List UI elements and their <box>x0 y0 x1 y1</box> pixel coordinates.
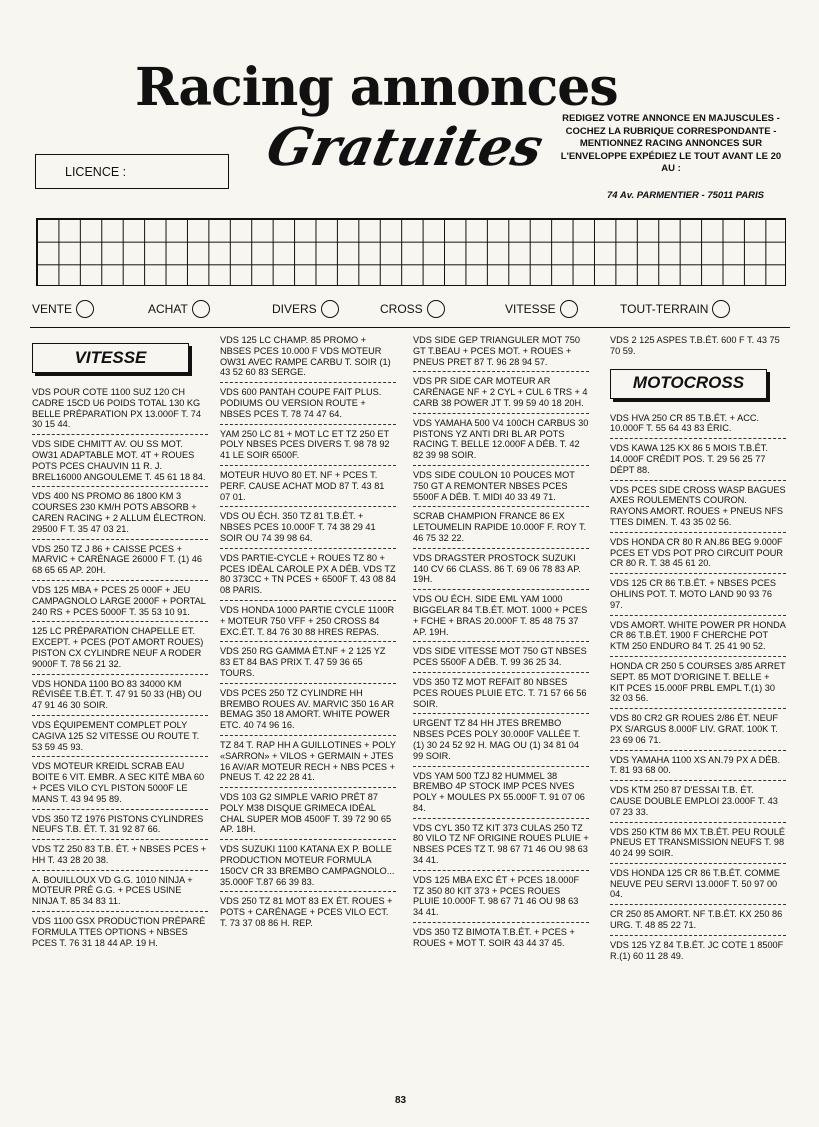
classified-ad: VDS 125 YZ 84 T.B.ÉT. JC COTE 1 8500F R.(1) 60 11 28 49. <box>610 939 784 961</box>
classified-ad: VDS 80 CR2 GR ROUES 2/86 ÉT. NEUF PX S/ARGUS 8.000F LIV. GRAT. 100K T. 23 69 06 71. <box>610 713 786 750</box>
classified-ad: VDS HONDA CR 80 R AN.86 BEG 9.000F PCES ET VDS POT PRO CIRCUIT POUR CR 80 R. T. 38 45 61 20. <box>610 537 786 574</box>
rubric-achat[interactable] <box>148 300 210 318</box>
classified-ad: VDS SUZUKI 1100 KATANA EX P. BOLLE PRODUCTION MOTEUR FORMULA 150CV CR 33 BREMBO CAMPAGNOLO... 35.000F T.87 66 39 83. <box>220 844 396 892</box>
ad-list <box>413 335 589 953</box>
ad-list <box>610 335 786 361</box>
classified-ad: VDS DRAGSTER PROSTOCK SUZUKI 140 CV 66 CLASS. 86 T. 69 06 78 83 AP. 19H. <box>413 553 589 590</box>
classified-ad: VDS HVA 250 CR 85 T.B.ÉT. + ACC. 10.000F T. 55 64 43 83 ÉRIC. <box>610 413 786 440</box>
classified-ad: VDS 250 KTM 86 MX T.B.ÉT. PEU ROULÉ PNEUS ET TRANSMISSION NEUFS T. 98 40 24 99 SOIR. <box>610 827 786 864</box>
classified-ad: VDS PARTIE-CYCLE + ROUES TZ 80 + PCES IDÉAL CAROLE PX A DÉB. VDS TZ 80 373CC + TN PCES + 6500F T. 43 08 84 08 PARIS. <box>220 553 396 601</box>
classified-ad: VDS 350 TZ BIMOTA T.B.ÉT. + PCES + ROUES + MOT T. SOIR 43 44 37 45. <box>413 927 575 948</box>
rubric-label: VITESSE <box>505 302 556 316</box>
mailing-address: 74 Av. PARMENTIER - 75011 PARIS <box>607 190 764 201</box>
page-title: Racing annonces <box>135 57 618 118</box>
ad-list <box>610 413 786 966</box>
classified-ad: VDS 125 CR 86 T.B.ÉT. + NBSES PCES OHLINS POT. T. MOTO LAND 90 93 76 97. <box>610 578 786 615</box>
column-1 <box>32 335 208 956</box>
classified-ad: VDS 350 TZ MOT REFAIT 80 NBSES PCES ROUES PLUIE ETC. T. 71 57 66 56 SOIR. <box>413 677 589 714</box>
classified-ad: VDS HONDA 125 CR 86 T.B.ÉT. COMME NEUVE PEU SERVI 13.000F T. 50 97 00 04. <box>610 868 786 905</box>
classified-ad: YAM 250 LC 81 + MOT LC ET TZ 250 ET POLY NBSES PCES DIVERS T. 98 78 92 41 LE SOIR 6500F. <box>220 429 396 466</box>
ad-list <box>220 335 396 933</box>
rubric-label: VENTE <box>32 302 73 316</box>
classified-ad: VDS YAMAHA 1100 XS AN.79 PX A DÉB. T. 81 93 68 00. <box>610 755 786 782</box>
classified-ad: HONDA CR 250 5 COURSES 3/85 ARRET SEPT. 85 MOT D'ORIGINE T. BELLE + KIT PCES 15.000F PRBL EMPL T.(1) 30 32 03 56. <box>610 661 786 709</box>
rubric-label: DIVERS <box>272 302 317 316</box>
instructions-text: REDIGEZ VOTRE ANNONCE EN MAJUSCULES - COCHEZ LA RUBRIQUE CORRESPONDANTE - MENTIONNEZ RACING ANNONCES SUR L'ENVELOPPE EXPÉDIEZ LE TOUT AVANT LE 20 AU : <box>560 113 782 174</box>
rubric-label: CROSS <box>380 302 423 316</box>
classified-ad: TZ 84 T. RAP HH A GUILLOTINES + POLY «SARRON» + VILOS + GERMAIN + JTES 16 AV/AR MOTEUR RECH + NBS PCES + PNEUS T. 42 22 28 41. <box>220 740 396 788</box>
divider <box>30 327 790 328</box>
rubric-checkbox-icon[interactable] <box>712 300 730 318</box>
classified-ad: VDS MOTEUR KREIDL SCRAB EAU BOITE 6 VIT. EMBR. A SEC KITÉ MBA 60 + PCES VILO CYL PISTON 5000F LE MANS T. 43 94 95 89. <box>32 761 208 809</box>
rubric-label: ACHAT <box>148 302 188 316</box>
classified-ad: VDS 125 LC CHAMP. 85 PROMO + NBSES PCES 10.000 F VDS MOTEUR OW31 AVEC RAMPE CARBU T. SOIR (1) 43 52 60 83 SERGE. <box>220 335 396 383</box>
classified-ad: 125 LC PRÉPARATION CHAPELLE ET. EXCEPT. + PCES (POT AMORT ROUES) PISTON CX CYLINDRE NEUF A RODER 9000F T. 78 56 21 32. <box>32 626 208 674</box>
page-number: 83 <box>395 1095 407 1106</box>
classified-ad: VDS SIDE VITESSE MOT 750 GT NBSES PCES 5500F A DÉB. T. 99 36 25 34. <box>413 646 589 673</box>
classified-ad: URGENT TZ 84 HH JTES BREMBO NBSES PCES POLY 30.000F VALLÉE T.(1) 30 24 52 92 H. MAG OU (1) 34 81 04 99 SOIR. <box>413 718 589 766</box>
rubric-vitesse[interactable] <box>505 300 578 318</box>
classified-ad: VDS HONDA 1100 BO 83 34000 KM RÉVISÉE T.B.ÉT. T. 47 91 50 33 (HB) OU 47 91 46 30 SOIR. <box>32 679 208 716</box>
rubric-divers[interactable] <box>272 300 339 318</box>
classified-ad: VDS PCES 250 TZ CYLINDRE HH BREMBO ROUES AV. MARVIC 350 16 AR BEMAG 350 18 AMORT. WHITE POWER ETC. 40 74 96 16. <box>220 688 396 736</box>
classified-ad: VDS HONDA 1000 PARTIE CYCLE 1100R + MOTEUR 750 VFF + 250 CROSS 84 EXC.ÉT. T. 84 76 30 88 HRES REPAS. <box>220 605 396 642</box>
licence-field[interactable] <box>35 154 229 189</box>
classified-ad: VDS OU ÉCH. 350 TZ 81 T.B.ÉT. + NBSES PCES 10.000F T. 74 38 29 41 SOIR OU 74 39 98 64. <box>220 511 396 548</box>
classified-ad: A. BOUILLOUX VD G.G. 1010 NINJA + MOTEUR PRÉ G.G. + PCES USINE NINJA T. 85 34 83 11. <box>32 875 208 912</box>
classified-ad: VDS PCES SIDE CROSS WASP BAGUES AXES ROULEMENTS COURON. RAYONS AMORT. ROUES + PNEUS NFS TTES DIMEN. T. 43 35 02 56. <box>610 485 786 533</box>
classified-ad: VDS OU ÉCH. SIDE EML YAM 1000 BIGGELAR 84 T.B.ÉT. MOT. 1000 + PCES + FCHE + BRAS 20.000F T. 85 48 75 37 AP. 19H. <box>413 594 589 642</box>
classified-ad: VDS YAMAHA 500 V4 100CH CARBUS 30 PISTONS YZ ANTI DRI BL AR POTS RACING T. BELLE 12.000F A DÉB. T. 42 82 39 98 SOIR. <box>413 418 589 466</box>
rubric-checkbox-icon[interactable] <box>560 300 578 318</box>
classified-ad: VDS POUR COTE 1100 SUZ 120 CH CADRE 15CD U6 POIDS TOTAL 130 KG BELLE PRÉPARATION PX 13.000F T. 74 30 15 44. <box>32 387 208 435</box>
classified-ad: VDS 350 TZ 1976 PISTONS CYLINDRES NEUFS T.B. ÉT. T. 31 92 87 66. <box>32 814 208 841</box>
classified-ad: VDS 250 TZ 81 MOT 83 EX ÉT. ROUES + POTS + CARÉNAGE + PCES VILO ECT. T. 73 37 08 86 H. REP. <box>220 896 393 929</box>
section-heading-motocross: MOTOCROSS <box>610 369 767 399</box>
classified-ad: VDS 250 RG GAMMA ÉT.NF + 2 125 YZ 83 ET 84 BAS PRIX T. 47 59 36 65 TOURS. <box>220 646 396 683</box>
classified-ad: VDS 250 TZ J 86 + CAISSE PCES + MARVIC + CARÉNAGE 26000 F T. (1) 46 68 65 65 AP. 20H. <box>32 544 208 581</box>
rubric-checkbox-icon[interactable] <box>321 300 339 318</box>
rubric-checkbox-icon[interactable] <box>192 300 210 318</box>
ad-text-grid[interactable] <box>36 218 786 286</box>
classified-ad: VDS AMORT. WHITE POWER PR HONDA CR 86 T.B.ÉT. 1900 F CHERCHE POT KTM 250 ENDURO 84 T. 25 41 90 52. <box>610 620 786 657</box>
classified-ad: VDS 125 MBA EXC ÉT + PCES 18.000F TZ 350 80 KIT 373 + PCES ROUES PLUIE 10.000F T. 98 67 71 46 OU 98 63 34 41. <box>413 875 589 923</box>
classified-ad: VDS PR SIDE CAR MOTEUR AR CARÉNAGE NF + 2 CYL + CUL 6 TRS + 4 CARB 38 POWER JT T. 99 59 40 18 20H. <box>413 376 589 413</box>
classified-ad: VDS 400 NS PROMO 86 1800 KM 3 COURSES 230 KM/H POTS ABSORB + CAREN RACING + 2 ALLUM ÉLECTRON. 29500 F T. 35 47 03 21. <box>32 491 208 539</box>
classified-ad: VDS 600 PANTAH COUPE FAIT PLUS. PODIUMS OU VERSION ROUTE + NBSES PCES T. 78 74 47 64. <box>220 387 396 424</box>
rubric-checkbox-icon[interactable] <box>427 300 445 318</box>
rubric-vente[interactable] <box>32 300 94 318</box>
classified-ad: VDS KAWA 125 KX 86 5 MOIS T.B.ÉT. 14.000F CRÉDIT POS. T. 29 56 25 77 DÉPT 88. <box>610 443 786 480</box>
section-heading-vitesse: VITESSE <box>32 343 189 373</box>
ad-list <box>32 387 208 952</box>
classified-ad: SCRAB CHAMPION FRANCE 86 EX LETOUMELIN RAPIDE 10.000F F. ROY T. 46 75 32 22. <box>413 511 589 548</box>
rubric-tout-terrain[interactable] <box>620 300 730 318</box>
classified-ad: VDS ÉQUIPEMENT COMPLET POLY CAGIVA 125 S2 VITESSE OU ROUTE T. 53 59 45 93. <box>32 720 208 757</box>
classified-ad: VDS CYL 350 TZ KIT 373 CULAS 250 TZ 80 VILO TZ NF ORIGINE ROUES PLUIE + NBSES PCES TZ T. 98 67 71 46 OU 98 63 34 41. <box>413 823 589 871</box>
classified-ad: MOTEUR HUVO 80 ET. NF + PCES T. PERF. CAUSE ACHAT MOD 87 T. 43 81 07 01. <box>220 470 396 507</box>
classified-ad: VDS 1100 GSX PRODUCTION PRÉPARÉ FORMULA TTES OPTIONS + NBSES PCES T. 76 31 18 44 AP. 19 H. <box>32 916 206 948</box>
classified-ad: VDS SIDE CHMITT AV. OU SS MOT. OW31 ADAPTABLE MOT. 4T + ROUES POTS PCES CHAUVIN 11 R. J. BREL16000 ANGOULEME T. 45 61 18 84. <box>32 439 208 487</box>
classified-ad: VDS SIDE COULON 10 POUCES MOT 750 GT A REMONTER NBSES PCES 5500F A DÉB. T. MIDI 40 33 49 71. <box>413 470 589 507</box>
classified-ad: VDS 2 125 ASPES T.B.ÉT. 600 F T. 43 75 70 59. <box>610 335 780 356</box>
classified-ad: VDS SIDE GEP TRIANGULER MOT 750 GT T.BEAU + PCES MOT. + ROUES + PNEUS PRET 87 T. 96 28 94 57. <box>413 335 589 372</box>
rubric-checkbox-icon[interactable] <box>76 300 94 318</box>
licence-label: LICENCE : <box>65 165 127 179</box>
classified-ad: VDS KTM 250 87 D'ESSAI T.B. ÉT. CAUSE DOUBLE EMPLOI 23.000F T. 43 07 23 33. <box>610 785 786 822</box>
classified-ad: VDS TZ 250 83 T.B. ÉT. + NBSES PCES + HH T. 43 28 20 38. <box>32 844 208 871</box>
page-subtitle: Gratuites <box>261 117 549 178</box>
rubric-label: TOUT-TERRAIN <box>620 302 709 316</box>
rubric-cross[interactable] <box>380 300 445 318</box>
classified-ad: VDS 125 MBA + PCES 25 000F + JEU CAMPAGNOLO LARGE 2000F + PORTAL 240 RS + PCES 5000F T. 35 53 10 91. <box>32 585 208 622</box>
classified-ad: VDS 103 G2 SIMPLE VARIO PRÉT 87 POLY M38 DISQUE GRIMECA IDÉAL CHAL SUPER MOB 4500F T. 39 72 90 65 AP. 18H. <box>220 792 396 840</box>
classified-ad: VDS YAM 500 TZJ 82 HUMMEL 38 BREMBO 4P STOCK IMP PCES NVES POLY + MOULES PX 55.000F T. 91 07 06 84. <box>413 771 589 819</box>
column-2 <box>220 335 396 937</box>
column-3 <box>413 335 589 957</box>
column-4 <box>610 335 786 969</box>
classified-ad: CR 250 85 AMORT. NF T.B.ÉT. KX 250 86 URG. T. 48 85 22 71. <box>610 909 786 936</box>
